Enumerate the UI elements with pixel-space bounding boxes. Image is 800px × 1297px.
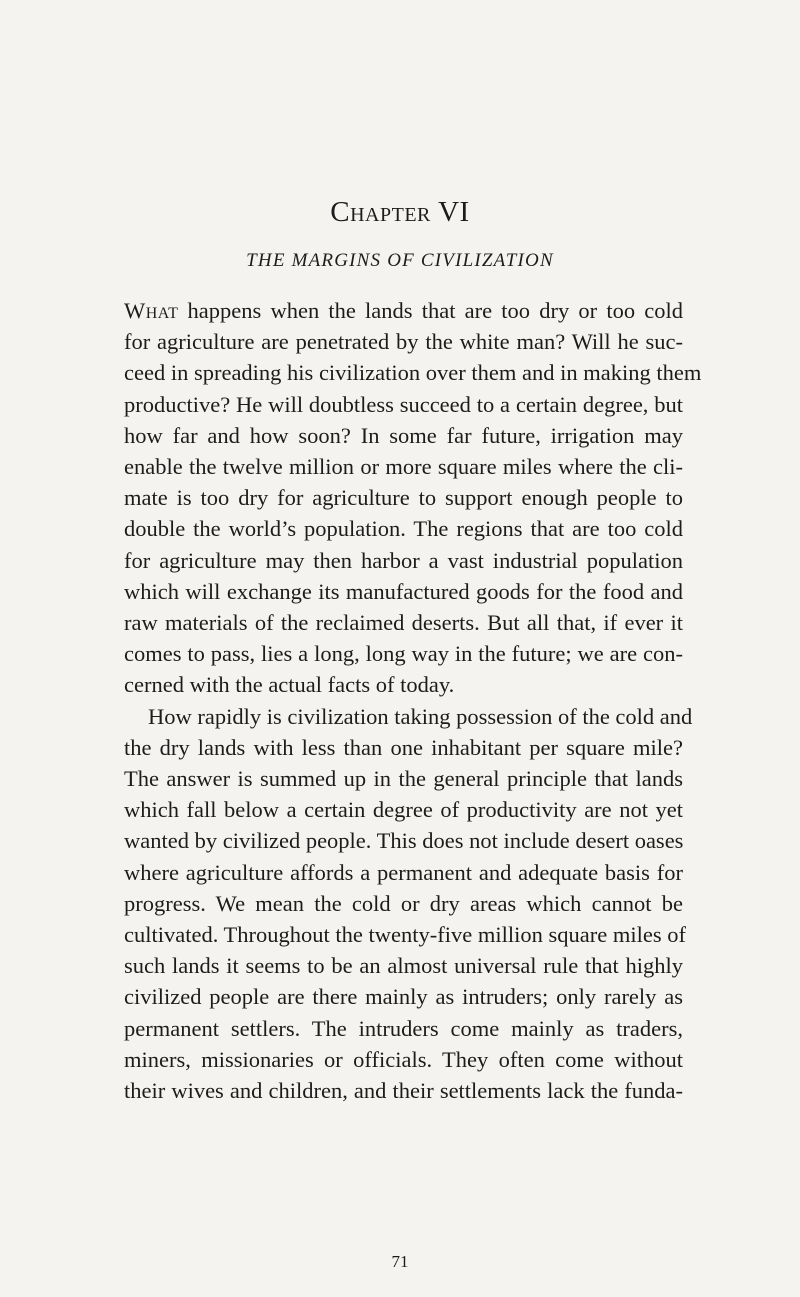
paragraph-1-line-11: raw materials of the reclaimed deserts. But all that, if ever it bbox=[124, 610, 683, 636]
paragraph-2-line-9: such lands it seems to be an almost universal rule that highly bbox=[124, 953, 683, 979]
paragraph-2-line-5: wanted by civilized people. This does not include desert oases bbox=[124, 828, 684, 854]
paragraph-2-line-8: cultivated. Throughout the twenty-five million square miles of bbox=[124, 922, 686, 948]
paragraph-1-line-8: double the world’s population. The regions that are too cold bbox=[124, 516, 683, 542]
paragraph-2-line-10: civilized people are there mainly as intruders; only rarely as bbox=[124, 984, 683, 1010]
paragraph-1-line-13: cerned with the actual facts of today. bbox=[124, 672, 455, 698]
paragraph-2-line-7: progress. We mean the cold or dry areas which cannot be bbox=[124, 890, 683, 916]
chapter-heading: Chapter VI bbox=[330, 196, 470, 228]
paragraph-1-line-5: how far and how soon? In some far future, irrigation may bbox=[124, 422, 683, 448]
paragraph-1-line-10: which will exchange its manufactured goods for the food and bbox=[124, 578, 683, 604]
paragraph-2-line-11: permanent settlers. The intruders come mainly as traders, bbox=[124, 1015, 683, 1041]
paragraph-2-line-4: which fall below a certain degree of productivity are not yet bbox=[124, 797, 683, 823]
paragraph-1-line-12: comes to pass, lies a long, long way in the future; we are con- bbox=[124, 641, 683, 667]
paragraph-2-line-2: the dry lands with less than one inhabitant per square mile? bbox=[124, 734, 683, 760]
paragraph-1-line-1-text: happens when the lands that are too dry or too cold bbox=[178, 298, 683, 323]
paragraph-1-line-7: mate is too dry for agriculture to support enough people to bbox=[124, 485, 683, 511]
paragraph-1-line-4: productive? He will doubtless succeed to a certain degree, but bbox=[124, 391, 683, 417]
paragraph-2-line-1: How rapidly is civilization taking possession of the cold and bbox=[148, 703, 693, 729]
paragraph-lead-word: What bbox=[124, 298, 179, 323]
paragraph-2-line-3: The answer is summed up in the general principle that lands bbox=[124, 766, 683, 792]
paragraph-2-line-6: where agriculture affords a permanent and adequate basis for bbox=[124, 859, 683, 885]
chapter-title: THE MARGINS OF CIVILIZATION bbox=[246, 250, 554, 271]
paragraph-2-line-13: their wives and children, and their settlements lack the funda- bbox=[124, 1078, 683, 1104]
paragraph-1-line-1 bbox=[124, 295, 683, 326]
paragraph-1-line-6: enable the twelve million or more square miles where the cli- bbox=[124, 454, 683, 480]
body-text bbox=[124, 295, 702, 1106]
page-number: 71 bbox=[391, 1252, 409, 1271]
paragraph-1-line-9: for agriculture may then harbor a vast industrial population bbox=[124, 547, 683, 573]
paragraph-1-line-2: for agriculture are penetrated by the white man? Will he suc- bbox=[124, 329, 683, 355]
paragraph-2-line-12: miners, missionaries or officials. They often come without bbox=[124, 1046, 683, 1072]
paragraph-1-line-3: ceed in spreading his civilization over them and in making them bbox=[124, 360, 702, 386]
